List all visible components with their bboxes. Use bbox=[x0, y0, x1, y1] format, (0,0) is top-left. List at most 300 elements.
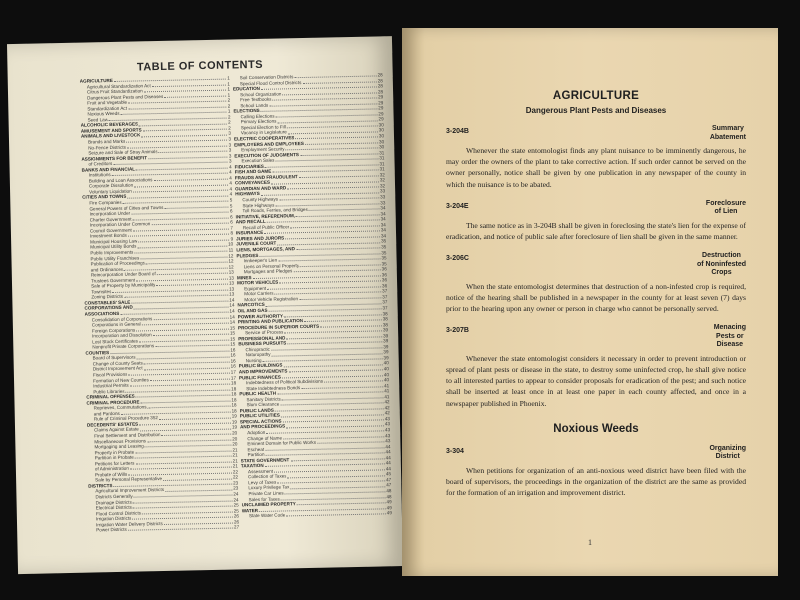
toc-leader-dots bbox=[317, 438, 384, 444]
toc-entry-page: 31 bbox=[379, 166, 385, 172]
toc-entry-page: 14 bbox=[229, 313, 235, 320]
toc-entry-title: Flood Control Districts bbox=[95, 510, 142, 517]
toc-entry-page: 15 bbox=[229, 330, 236, 336]
toc-entry-title: Vacancy in Legislature bbox=[240, 129, 287, 136]
toc-entry-page: 3 bbox=[228, 153, 232, 159]
toc-entry-page: 18 bbox=[230, 380, 237, 386]
toc-entry-title: Execution Sales bbox=[241, 157, 275, 164]
toc-entry-page: 26 bbox=[233, 519, 240, 525]
toc-entry-title: INSURANCE bbox=[235, 230, 264, 236]
toc-entry-page: 39 bbox=[383, 344, 389, 350]
toc-entry-page: 43 bbox=[384, 416, 390, 422]
toc-entry-page: 25 bbox=[233, 508, 239, 514]
toc-entry-title: Mortgages and Pledges bbox=[243, 268, 293, 275]
toc-entry-page: 43 bbox=[384, 427, 391, 433]
toc-leader-dots bbox=[324, 377, 383, 382]
toc-entry-page: 40 bbox=[383, 371, 390, 377]
toc-entry-title: Eminent Domain for Public Works bbox=[247, 439, 317, 447]
toc-entry-title: Agricultural Improvement Districts bbox=[95, 487, 165, 494]
toc-entry-title: PROCEDURE IN SUPERIOR COURTS bbox=[237, 323, 320, 331]
toc-entry-title: WATER bbox=[241, 507, 259, 514]
toc-entry-page: 37 bbox=[382, 288, 388, 294]
toc-entry-title: Final Settlement and Distribution bbox=[94, 432, 161, 439]
toc-entry-page: 13 bbox=[229, 291, 235, 297]
toc-entry-title: BUSINESS PURSUITS bbox=[238, 340, 287, 347]
page-number: 1 bbox=[588, 538, 592, 547]
toc-entry-title: Indebtedness of Political Subdivisions bbox=[246, 378, 324, 386]
toc-entry-title: LIENS, MORTGAGES, AND bbox=[236, 246, 295, 253]
toc-entry-title: Special Election to Fill bbox=[240, 124, 286, 131]
toc-entry-title: EMPLOYERS AND EMPLOYEES bbox=[234, 140, 304, 148]
toc-entry-title: Public Utility Franchises bbox=[90, 254, 140, 261]
statute-code: 3-204E bbox=[446, 202, 469, 210]
toc-entry-page: 6 bbox=[229, 208, 233, 214]
toc-entry-title: Industrial Permits bbox=[93, 382, 129, 389]
statute-entry-header bbox=[446, 445, 746, 462]
section-title: AGRICULTURE bbox=[552, 90, 640, 102]
toc-entry-page: 39 bbox=[382, 327, 389, 333]
toc-entry-title: Municipal Housing Law bbox=[90, 238, 138, 245]
toc-entry-page: 4 bbox=[229, 186, 233, 192]
toc-entry-page: 4 bbox=[229, 169, 232, 175]
toc-entry-page: 31 bbox=[379, 149, 385, 156]
toc-entry-title: Motor Carriers bbox=[244, 290, 274, 297]
toc-entry-page: 12 bbox=[228, 252, 234, 259]
toc-entry-title: ALCOHOLIC BEVERAGES bbox=[80, 121, 139, 129]
toc-entry-title: ASSOCIATIONS bbox=[84, 310, 120, 317]
toc-entry-title: Sales for Taxes bbox=[248, 496, 280, 502]
toc-entry-page: 2 bbox=[228, 119, 231, 125]
toc-entry-title: Escheat bbox=[247, 446, 265, 452]
toc-entry-page: 18 bbox=[231, 391, 237, 397]
toc-entry-page: 29 bbox=[378, 111, 384, 117]
toc-entry-title: Fruit and Vegetable bbox=[87, 99, 128, 106]
toc-entry-page: 18 bbox=[231, 397, 237, 403]
toc-entry-page: 5 bbox=[229, 197, 233, 203]
toc-entry-title: Partition bbox=[247, 452, 265, 458]
toc-entry-page: 32 bbox=[379, 177, 385, 183]
open-booklet bbox=[18, 28, 788, 576]
toc-entry-page: 11 bbox=[228, 247, 234, 253]
toc-entry-page: 3 bbox=[228, 130, 231, 137]
toc-entry-page: 47 bbox=[386, 482, 392, 488]
toc-entry-title: INITIATIVE, REFERENDUM, bbox=[235, 212, 296, 220]
toc-entry-page: 45 bbox=[385, 471, 392, 477]
toc-entry-page: 13 bbox=[228, 286, 235, 292]
toc-entry-page: 22 bbox=[232, 469, 239, 475]
toc-entry-page: 20 bbox=[232, 430, 238, 436]
right-page-agriculture bbox=[402, 28, 778, 576]
toc-entry-title: Noxious Weeds bbox=[87, 111, 120, 117]
toc-entry-title: Adoption bbox=[247, 429, 266, 436]
toc-entry-page: 41 bbox=[384, 382, 390, 388]
toc-entry-title: Electrical Districts bbox=[95, 504, 133, 511]
toc-leader-dots bbox=[165, 486, 232, 492]
toc-entry-title: School Lands bbox=[240, 102, 269, 109]
toc-entry-title: CRIMINAL PROCEDURE bbox=[86, 399, 140, 406]
toc-entry-title: Power Districts bbox=[96, 527, 127, 533]
toc-entry-title: Sanitary Districts bbox=[246, 396, 281, 402]
toc-entry-page: 49 bbox=[386, 510, 392, 516]
toc-entry-title: POWER AUTHORITY bbox=[237, 312, 284, 319]
toc-entry-page: 34 bbox=[380, 227, 387, 233]
toc-entry-page: 2 bbox=[227, 114, 231, 120]
toc-entry-page: 21 bbox=[232, 463, 238, 469]
statute-text: Whenever the state entomologist finds any plant nuisance to be imminently dangerous, he may order the owners of the plant to take corrective action. If such order cannot be served on the owner personally, notice shall be given by one publication in any newspaper of the county in which the nuisance is to be abated. bbox=[446, 146, 746, 189]
toc-entry-page: 30 bbox=[378, 133, 385, 139]
toc-entry-page: 25 bbox=[233, 502, 239, 508]
toc-entry-page: 36 bbox=[381, 277, 388, 283]
toc-entry-title: Sale by Personal Representative bbox=[95, 476, 163, 483]
toc-entry-title: PROFESSIONAL AND bbox=[238, 335, 286, 342]
toc-entry-title: PUBLIC UTILITIES bbox=[239, 412, 280, 419]
toc-entry-title: COUNTIES bbox=[85, 349, 110, 356]
toc-entry-page: 42 bbox=[384, 405, 390, 411]
statute-text: The same notice as in 3-204B shall be given in foreclosing the state's lien for the expense of eradication, and notice of public sale after foreclosure of lien shall be given in the same manner. bbox=[446, 220, 746, 242]
statute-entry bbox=[446, 125, 746, 190]
toc-entry-page: 23 bbox=[233, 480, 239, 486]
toc-entry-page: 35 bbox=[381, 238, 387, 244]
toc-entry-page: 24 bbox=[233, 491, 239, 497]
toc-entry-page: 21 bbox=[232, 447, 238, 453]
toc-entry-page: 48 bbox=[386, 493, 392, 499]
toc-entry-page: 5 bbox=[229, 203, 233, 209]
toc-leader-dots bbox=[320, 322, 382, 327]
toc-entry-page: 30 bbox=[378, 122, 384, 128]
toc-entry-page: 12 bbox=[228, 264, 234, 270]
toc-entry-title: JUVENILE COURT bbox=[236, 240, 277, 247]
toc-entry-page: 36 bbox=[381, 266, 387, 272]
toc-entry-page: 3 bbox=[228, 147, 232, 153]
toc-leader-dots bbox=[164, 203, 229, 209]
toc-entry-title: Special Flood Control Districts bbox=[239, 79, 302, 86]
toc-entry-title: JURIES AND JURORS bbox=[236, 235, 285, 242]
toc-entry-title: Seed Law bbox=[87, 116, 109, 123]
toc-entry-title: FRAUDS AND FRAUDULENT bbox=[234, 173, 298, 181]
toc-entry-page: 6 bbox=[230, 214, 233, 220]
toc-entry-title: BANKS AND FINANCIAL bbox=[81, 166, 136, 173]
toc-entry-page: 34 bbox=[380, 233, 387, 239]
toc-entry-title: STATE GOVERNMENT bbox=[240, 457, 290, 464]
toc-entry-page: 15 bbox=[230, 341, 236, 347]
toc-entry-page: 4 bbox=[229, 191, 233, 198]
toc-entry-title: AND IMPROVEMENTS bbox=[238, 368, 288, 375]
toc-entry-page: 33 bbox=[380, 199, 386, 205]
toc-entry-page: 29 bbox=[377, 94, 384, 100]
toc-entry-title: PRINTING AND PUBLICATION bbox=[237, 318, 304, 325]
toc-entry-page: 26 bbox=[233, 513, 239, 519]
toc-entry-title: Charter Government bbox=[89, 216, 132, 223]
toc-entry-page: 43 bbox=[385, 432, 391, 438]
toc-entry-title: Agricultural Standardization Act bbox=[86, 82, 151, 90]
toc-entry-title: Investment Bonds bbox=[89, 233, 127, 239]
statute-entry-header bbox=[446, 125, 746, 142]
left-page-table-of-contents bbox=[7, 36, 403, 574]
toc-entry-page: 38 bbox=[382, 316, 388, 322]
statute-text: When the state entomologist determines that destruction of a non-infested crop is required, notice of the hearing shall be published in a newspaper in the county for at least seven (7) days prior to the hearing upon any owner or person in charge who cannot be personally served. bbox=[446, 281, 746, 314]
toc-entry-page: 44 bbox=[385, 460, 391, 466]
toc-entry-title: Slum Clearance bbox=[246, 401, 280, 408]
toc-entry-title: Sale of Property by Municipality bbox=[91, 282, 156, 289]
toc-entry-title: Corporations in General bbox=[91, 321, 141, 328]
toc-entry-page: 10 bbox=[228, 241, 234, 247]
toc-entry-title: Public Libraries bbox=[93, 388, 125, 395]
toc-entry-page: 20 bbox=[232, 441, 238, 447]
toc-entry-title: Employment Security bbox=[241, 146, 285, 153]
toc-entry-page: 37 bbox=[382, 305, 388, 311]
toc-entry-title: Fiscal Provisions bbox=[92, 371, 128, 378]
toc-entry-page: 31 bbox=[379, 161, 385, 167]
toc-entry-page: 2 bbox=[228, 125, 231, 131]
toc-entry-title: Dangerous Plant Pests and Diseases bbox=[87, 93, 164, 101]
toc-entry-page: 1 bbox=[227, 75, 230, 81]
toc-entry-title: ASSIGNMENTS FOR BENEFIT bbox=[81, 154, 148, 162]
toc-entry-title: Brands and Marks bbox=[87, 138, 126, 145]
entries-noxious-weeds bbox=[446, 445, 746, 499]
toc-entry-title: CONVEYANCES bbox=[234, 180, 271, 186]
toc-entry-title: Miscellaneous Provisions bbox=[94, 437, 146, 444]
toc-entry-title: Council Government bbox=[89, 227, 132, 234]
toc-entry-page: 13 bbox=[228, 275, 234, 281]
toc-entry-title: Nursing bbox=[245, 357, 262, 364]
toc-entry-page: 39 bbox=[383, 349, 389, 355]
toc-entry-page: 24 bbox=[233, 496, 239, 503]
statute-marginal-label: Foreclosure of Lien bbox=[705, 199, 746, 216]
toc-entry-page: 34 bbox=[380, 222, 386, 228]
toc-entry-page: 29 bbox=[378, 116, 384, 122]
statute-text: Whenever the state entomologist considers it necessary in order to prevent introduction or spread of plant pests or disease in the state, to destroy some uninfected crop, he shall give notice to all interested parties to appear to consider proposals for eradication of the pest; and such notice shall be inserted at least once in at least one paper in each county affected, and once in a newspaper published in Phoenix. bbox=[446, 353, 746, 408]
statute-marginal-label: Organizing District bbox=[709, 444, 746, 461]
toc-entry-title: SPECIAL ACTIONS bbox=[239, 418, 282, 425]
toc-entry-title: AMUSEMENT AND SPORTS bbox=[80, 127, 142, 134]
toc-entry-page: 38 bbox=[382, 310, 388, 316]
toc-entry-page: 35 bbox=[381, 260, 387, 266]
toc-entry-title: HIGHWAYS bbox=[235, 191, 260, 197]
toc-entry-title: UNCLAIMED PROPERTY bbox=[241, 501, 296, 508]
toc-entry-page: 28 bbox=[377, 77, 383, 83]
toc-entry-page: 16 bbox=[230, 363, 236, 370]
statute-entry-header bbox=[446, 252, 746, 278]
toc-entry-title: CITIES AND TOWNS bbox=[82, 194, 127, 201]
toc-entry-page: 49 bbox=[386, 499, 392, 505]
toc-entry-page: 33 bbox=[380, 194, 386, 200]
toc-entry-title: of Creditors bbox=[88, 161, 113, 167]
toc-entry-page: 43 bbox=[384, 421, 391, 427]
toc-entry-title: Municipal Utility Bonds bbox=[90, 243, 137, 250]
statute-text: When petitions for organization of an anti-noxious weed district have been filed with the board of supervisors, the proceedings in the organization of the district are the same as provided for the formation of an irrigation and improvement district. bbox=[446, 465, 746, 498]
toc-entry-title: Equipment bbox=[244, 285, 267, 292]
toc-entry-page: 41 bbox=[384, 393, 390, 400]
toc-entry-page: 17 bbox=[230, 374, 237, 381]
toc-entry-title: Probate of Wills bbox=[94, 471, 128, 478]
toc-entry-title: AGRICULTURE bbox=[79, 77, 113, 84]
toc-entry-title: Luxury Privilege Tax bbox=[248, 484, 290, 491]
toc-entry-page: 2 bbox=[227, 103, 231, 109]
toc-entry-title: Institutions bbox=[88, 172, 111, 178]
toc-entry-title: EXECUTION OF JUDGMENTS bbox=[234, 151, 299, 159]
statute-code: 3-204B bbox=[446, 128, 469, 135]
toc-entry-page: 18 bbox=[231, 402, 237, 408]
toc-entry-page: 19 bbox=[231, 424, 238, 431]
toc-entry-page: 39 bbox=[383, 338, 389, 344]
toc-entry-page: 21 bbox=[232, 458, 238, 464]
toc-entry-title: and Pardons bbox=[93, 410, 120, 417]
toc-entry-title: Change of Name bbox=[247, 435, 283, 441]
toc-entry-title: Public Improvements bbox=[90, 249, 134, 256]
statute-entry bbox=[446, 445, 746, 499]
statute-entry-header bbox=[446, 324, 746, 350]
toc-entry-title: Reincorporation Under Board of bbox=[90, 271, 156, 278]
toc-entry-title: Free Textbooks bbox=[240, 96, 272, 103]
toc-entry-page: 33 bbox=[379, 188, 386, 194]
toc-entry-title: County Highways bbox=[242, 196, 279, 203]
toc-entry-page: 30 bbox=[378, 127, 384, 133]
toc-entry-page: 15 bbox=[230, 336, 236, 342]
toc-entry-page: 16 bbox=[230, 352, 236, 358]
toc-entry-page: 27 bbox=[233, 524, 240, 530]
toc-entry-page: 32 bbox=[379, 172, 385, 178]
toc-entry-title: Formation of New Counties bbox=[92, 376, 149, 383]
toc-entry-title: PUBLIC LANDS bbox=[239, 407, 274, 414]
toc-entry-title: PUBLIC BUILDINGS bbox=[238, 362, 283, 369]
toc-entry-page: 23 bbox=[233, 485, 239, 492]
toc-entry-page: 41 bbox=[384, 388, 390, 394]
toc-entry-title: Reprieves, Commutations, bbox=[93, 404, 148, 411]
toc-entry-title: and Ordinances bbox=[90, 266, 124, 273]
toc-entry-page: 2 bbox=[227, 97, 231, 103]
toc-entry-title: Rule of Criminal Procedure 352 bbox=[93, 415, 158, 422]
toc-entry-page: 1 bbox=[227, 92, 231, 98]
toc-entry-title: Calling Elections bbox=[240, 113, 275, 120]
toc-entry-title: State Water Code bbox=[248, 512, 286, 519]
right-page-content bbox=[446, 90, 746, 498]
toc-entry-title: PLEDGES bbox=[236, 252, 259, 258]
toc-entry-page: 7 bbox=[230, 225, 233, 231]
toc-entry-title: CRIMINAL OFFENSES bbox=[86, 393, 135, 400]
toc-entry-page: 29 bbox=[378, 105, 384, 111]
toc-entry-title: Mortgaging and Leasing bbox=[94, 443, 144, 450]
toc-entry-page: 39 bbox=[383, 355, 389, 361]
toc-entry-title: State Highways bbox=[242, 202, 275, 208]
toc-entry-title: Townsites bbox=[91, 288, 112, 295]
toc-entry-page: 31 bbox=[379, 155, 385, 161]
toc-entry-title: Publication of Proceedings bbox=[90, 260, 146, 267]
toc-entry-page: 35 bbox=[381, 255, 387, 261]
toc-entry-title: Service of Process bbox=[245, 329, 284, 336]
toc-entry-page: 30 bbox=[378, 138, 385, 144]
toc-entry-title: MINES bbox=[236, 274, 252, 281]
toc-entry-page: 9 bbox=[230, 236, 234, 242]
toc-leader-dots bbox=[164, 92, 226, 97]
toc-entry-title: of Administration bbox=[94, 466, 129, 472]
toc-entry-page: 14 bbox=[229, 297, 235, 303]
toc-entry-title: FIDUCIARIES bbox=[234, 163, 265, 170]
toc-entry-title: Incorporation Under Common bbox=[89, 221, 151, 228]
toc-entry-page: 1 bbox=[227, 81, 230, 87]
toc-entry-title: School Organization bbox=[240, 91, 282, 97]
toc-entry-title: MOTOR VEHICLES bbox=[236, 279, 279, 286]
toc-entry-page: 14 bbox=[229, 319, 235, 325]
toc-entry-title: Lost Stock Certificates bbox=[92, 338, 138, 345]
toc-entry-title: Claims Against Estate bbox=[94, 426, 139, 433]
toc-entry-page: 35 bbox=[381, 249, 387, 255]
toc-entry-title: Zoning Districts bbox=[91, 294, 124, 300]
toc-entry-page: 42 bbox=[384, 399, 390, 405]
toc-entry-title: Citrus Fruit Standardization bbox=[86, 88, 143, 95]
toc-entry-page: 44 bbox=[385, 443, 391, 449]
toc-entry-page: 4 bbox=[229, 175, 232, 181]
toc-entry-page: 18 bbox=[231, 408, 237, 414]
toc-entry-title: Chiropractic bbox=[245, 346, 270, 353]
toc-entry-page: 32 bbox=[379, 183, 386, 189]
toc-entry-page: 1 bbox=[227, 86, 231, 92]
statute-code: 3-206C bbox=[446, 255, 469, 263]
toc-entry-title: Fire Companies bbox=[89, 199, 122, 206]
toc-entry-page: 3 bbox=[228, 158, 232, 164]
toc-entry-page: 44 bbox=[385, 449, 391, 455]
toc-entry-title: Districts Generally bbox=[95, 493, 133, 500]
toc-entry-title: Assessment bbox=[247, 468, 274, 475]
toc-entry-title: GUARDIAN AND WARD bbox=[235, 185, 287, 192]
toc-entry-title: ELECTRIC COOPERATIVES bbox=[233, 135, 295, 142]
toc-entry-title: PUBLIC HEALTH bbox=[239, 390, 277, 397]
toc-entry-title: Corporate Dissolution bbox=[88, 182, 134, 189]
toc-entry-page: 8 bbox=[230, 230, 234, 236]
toc-entry-title: Nonprofit Private Corporations bbox=[92, 343, 155, 350]
toc-entry-page: 35 bbox=[381, 244, 387, 250]
statute-marginal-label: Destruction of Noninfested Crops bbox=[697, 252, 746, 277]
toc-entry-page: 42 bbox=[384, 410, 390, 416]
toc-entry-title: Partition in Probate bbox=[94, 454, 134, 461]
toc-entry-title: Motor Vehicle Registration bbox=[244, 296, 299, 303]
toc-entry-page: 34 bbox=[380, 216, 386, 222]
toc-entry-title: DISTRICTS bbox=[88, 482, 113, 489]
toc-entry-title: ANIMALS AND LIVESTOCK bbox=[80, 132, 141, 140]
section-subtitle: Dangerous Plant Pests and Diseases bbox=[525, 106, 667, 115]
toc-entry-page: 14 bbox=[229, 302, 235, 309]
statute-code: 3-207B bbox=[446, 327, 469, 335]
toc-entry-page: 37 bbox=[382, 294, 388, 300]
toc-entry-page: 3 bbox=[228, 142, 232, 148]
toc-entry-page: 3 bbox=[228, 136, 232, 142]
statute-marginal-label: Summary Abatement bbox=[709, 125, 746, 141]
toc-entry-title: DECEDENTS' ESTATES bbox=[86, 421, 139, 428]
entries-dangerous-plant-pests bbox=[446, 125, 746, 409]
toc-entry-title: Incorporation Under bbox=[89, 210, 131, 217]
toc-entry-title: Primary Elections bbox=[240, 118, 277, 125]
toc-entry-title: Recall of Public Officer bbox=[242, 224, 290, 231]
toc-entry-title: Private Car Lines bbox=[248, 490, 284, 497]
toc-entry-page: 40 bbox=[383, 377, 390, 383]
toc-entry-title: AND PROCEEDINGS bbox=[240, 423, 286, 430]
statute-marginal-label: Menacing Pests or Disease bbox=[713, 324, 746, 349]
toc-entry-title: Drainage Districts bbox=[95, 499, 132, 505]
toc-entry-title: TAXATION bbox=[240, 463, 264, 469]
toc-entry-page: 47 bbox=[386, 477, 392, 483]
toc-leader-dots bbox=[286, 511, 386, 517]
toc-entry-title: Liens on Personal Property bbox=[243, 262, 300, 269]
toc-entry-page: 43 bbox=[385, 438, 391, 444]
statute-entry-header bbox=[446, 200, 746, 217]
toc-entry-page: 19 bbox=[231, 419, 237, 425]
toc-entry-page: 14 bbox=[229, 308, 235, 314]
toc-entry-title: PUBLIC FINANCES bbox=[238, 374, 281, 380]
toc-entry-page: 13 bbox=[228, 280, 235, 286]
toc-entry-title: Irrigation Districts bbox=[95, 515, 132, 522]
toc-entry-title: CONSTABLES' SALE bbox=[84, 299, 131, 306]
toc-entry-title: Incorporation and Dissolution bbox=[92, 332, 152, 339]
toc-entry-title: Building and Loan Associations bbox=[88, 177, 153, 184]
